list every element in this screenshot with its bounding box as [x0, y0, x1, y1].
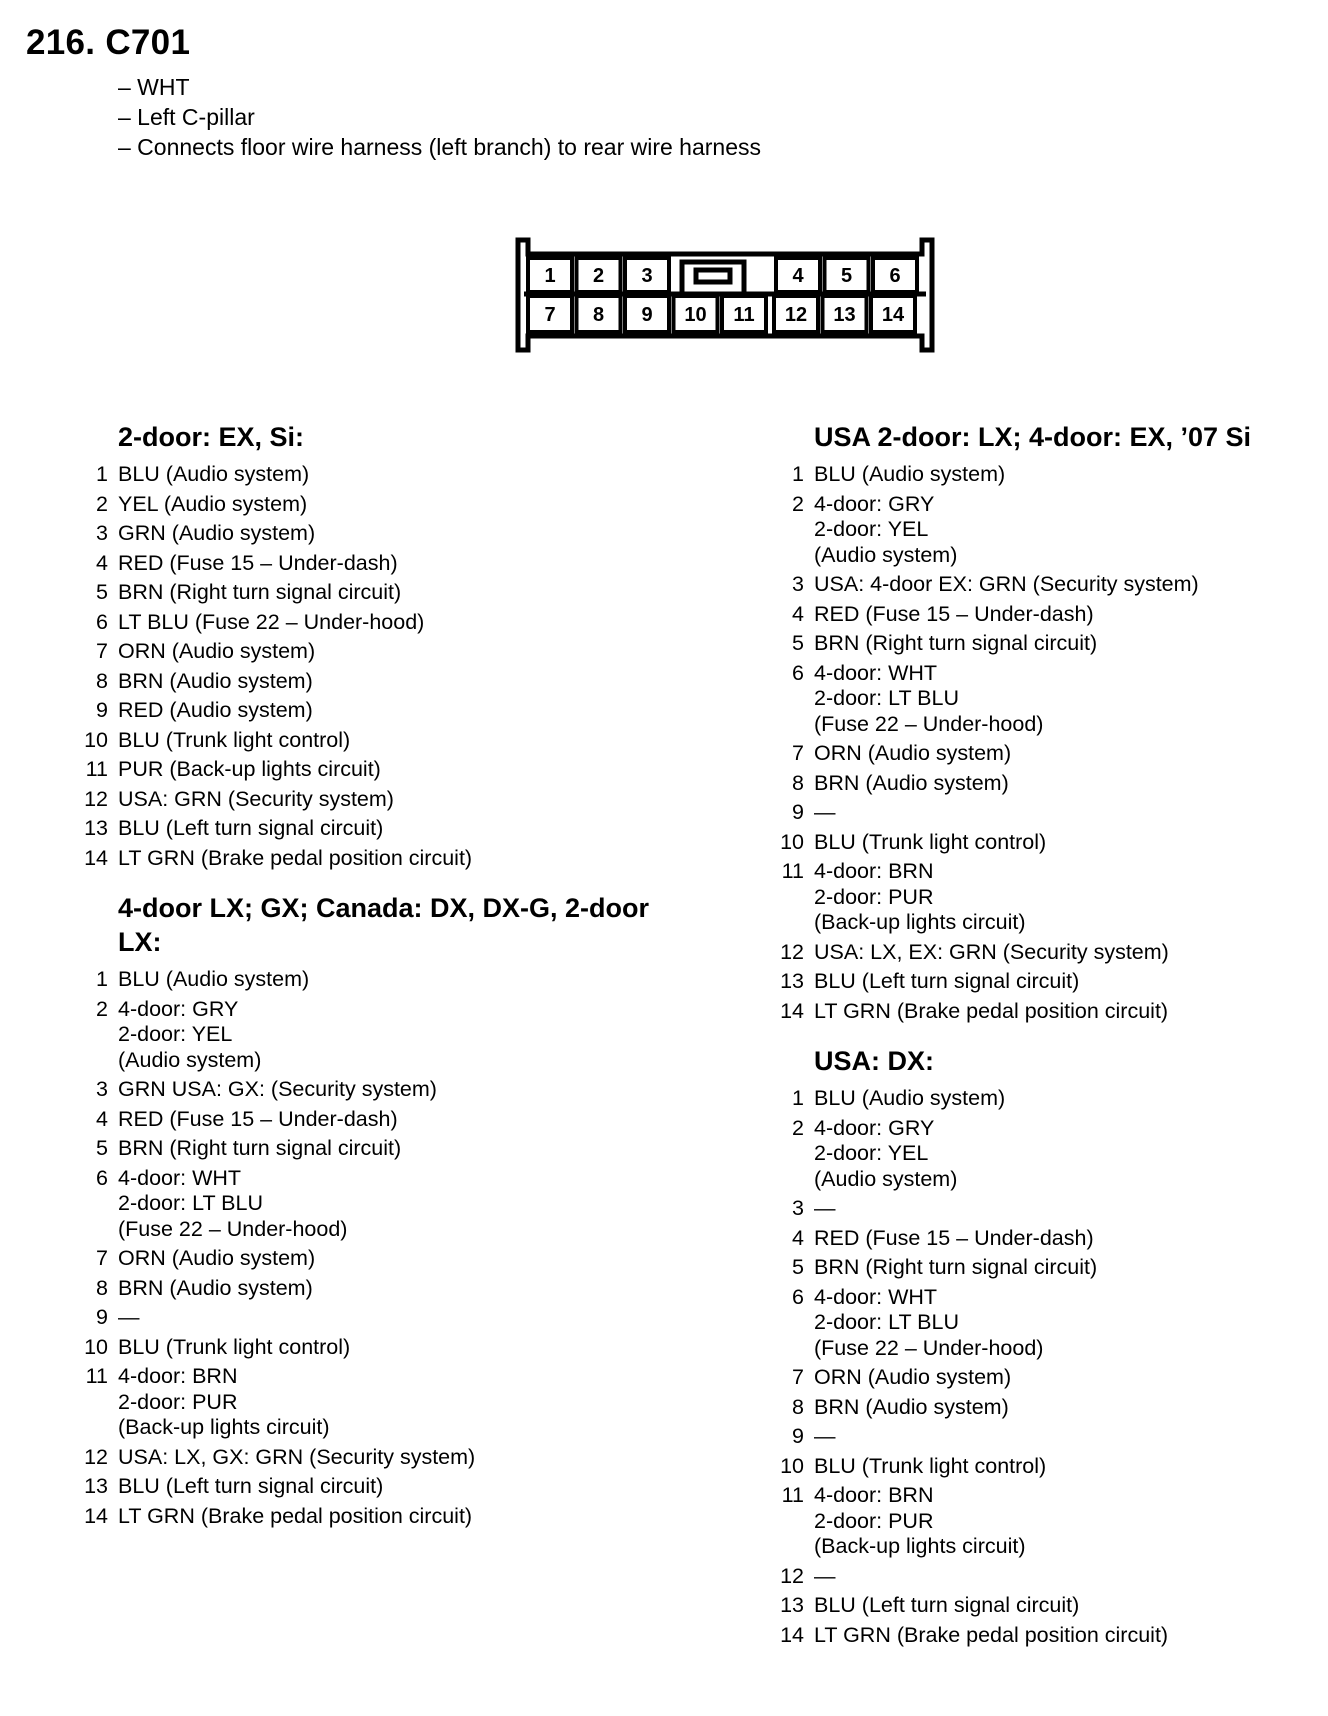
pin-number: 14	[84, 845, 108, 870]
pin-description	[814, 1086, 1005, 1112]
pin-description-line: BLU (Audio system)	[814, 462, 1006, 486]
pin-description	[118, 728, 350, 754]
pin-description-line: (Audio system)	[118, 1047, 262, 1072]
pin-number: 6	[96, 609, 108, 634]
pin-description-line: (Back-up lights circuit)	[118, 1415, 330, 1439]
pin-description-line: USA: LX, GX: GRN (Security system)	[118, 1444, 476, 1469]
pin-row	[78, 846, 668, 872]
connector-location: – Left C-pillar	[118, 104, 255, 130]
pin-description-line: (Fuse 22 – Under-hood)	[118, 1216, 348, 1241]
pin-row	[774, 800, 1328, 826]
pin-description-line: ORN (Audio system)	[118, 1246, 316, 1270]
pin-description	[814, 771, 1009, 797]
pin-description	[118, 1474, 383, 1500]
pin-description-line: (Audio system)	[814, 542, 958, 567]
pin-row	[78, 1474, 668, 1500]
pin-description	[118, 551, 398, 577]
pin-description	[118, 997, 261, 1074]
pin-description	[814, 1365, 1011, 1391]
pin-description-line: BLU (Trunk light control)	[118, 727, 351, 752]
pin-number: 11	[781, 859, 804, 883]
pin-description-line: BRN (Audio system)	[814, 1394, 1009, 1419]
pin-number: 12	[780, 1563, 804, 1588]
pin-row	[774, 572, 1328, 598]
pin-row	[78, 1504, 668, 1530]
connector-color: – WHT	[118, 74, 190, 100]
pin-description-line: BLU (Left turn signal circuit)	[118, 816, 384, 840]
pin-description	[118, 1166, 347, 1243]
pin-number: 1	[792, 1086, 804, 1110]
pin-row	[78, 1445, 668, 1471]
pin-description	[814, 1564, 836, 1590]
pin-description	[118, 521, 315, 547]
pin-description	[814, 800, 836, 826]
pin-row	[774, 999, 1328, 1025]
pin-row	[774, 1454, 1328, 1480]
pin-label: 2	[592, 265, 605, 287]
pin-number: 3	[792, 1196, 804, 1220]
pin-row	[774, 741, 1328, 767]
pin-number: 9	[96, 698, 108, 722]
right-column	[774, 420, 1328, 1668]
page-title: 216. C701	[26, 23, 191, 62]
pin-row	[774, 1395, 1328, 1421]
pin-number: 5	[96, 580, 108, 604]
pin-label: 7	[544, 304, 556, 326]
pin-description	[814, 830, 1046, 856]
pin-row	[774, 1226, 1328, 1252]
pin-description-line: BRN (Right turn signal circuit)	[814, 631, 1098, 655]
pin-number: 8	[792, 1394, 804, 1419]
section	[774, 1044, 1328, 1648]
pin-label: 8	[592, 304, 605, 326]
pin-number: 11	[85, 1364, 108, 1388]
pin-row	[774, 969, 1328, 995]
pin-description-line: BRN (Audio system)	[118, 1275, 313, 1300]
pin-description	[118, 1077, 437, 1103]
pin-number: 13	[84, 816, 108, 840]
pin-number: 9	[792, 800, 804, 824]
pin-description	[814, 1395, 1009, 1421]
pin-number: 6	[96, 1165, 108, 1190]
pin-number: 10	[84, 727, 108, 752]
pin-number: 2	[96, 996, 108, 1021]
pin-description	[118, 639, 315, 665]
pin-description-line: LT GRN (Brake pedal position circuit)	[118, 1503, 473, 1528]
pin-description	[814, 1483, 1025, 1560]
pin-description-line: GRN (Audio system)	[118, 521, 316, 545]
pin-description	[118, 846, 472, 872]
pin-description	[118, 492, 307, 518]
pin-description	[118, 669, 313, 695]
pin-row	[774, 1285, 1328, 1362]
section-heading: USA: DX:	[814, 1046, 934, 1076]
pin-description	[814, 462, 1005, 488]
pin-description-line: 4-door: BRN	[814, 859, 934, 883]
pin-description	[118, 1335, 350, 1361]
pin-row	[774, 492, 1328, 569]
pin-description-line: BLU (Left turn signal circuit)	[118, 1474, 384, 1498]
pin-row	[78, 610, 668, 636]
pin-description-line: LT BLU (Fuse 22 – Under-hood)	[118, 609, 425, 634]
pin-number: 1	[792, 462, 804, 486]
pin-description	[814, 999, 1168, 1025]
pin-description-line: GRN USA: GX: (Security system)	[118, 1077, 437, 1101]
pin-label: 4	[792, 265, 804, 287]
pin-description-line: BLU (Trunk light control)	[814, 829, 1047, 854]
pin-description-line: LT GRN (Brake pedal position circuit)	[814, 1622, 1169, 1647]
pin-number: 14	[780, 998, 804, 1023]
pin-description	[118, 816, 383, 842]
pin-row	[78, 698, 668, 724]
pin-label: 10	[684, 304, 707, 326]
pin-description-line: BLU (Trunk light control)	[118, 1334, 351, 1359]
pin-description	[118, 757, 381, 783]
pin-number: 6	[792, 1284, 804, 1309]
pin-row	[78, 492, 668, 518]
pin-row	[774, 462, 1328, 488]
section	[774, 420, 1328, 1024]
pin-description	[814, 631, 1097, 657]
pin-number: 10	[84, 1334, 108, 1359]
pin-row	[78, 1246, 668, 1272]
pin-number: 3	[96, 1077, 108, 1101]
pin-number: 12	[84, 1444, 108, 1469]
pin-description-line: (Back-up lights circuit)	[814, 1534, 1026, 1558]
pin-description	[118, 1246, 315, 1272]
pin-number: 7	[96, 1246, 108, 1270]
pin-row	[774, 602, 1328, 628]
pin-description	[814, 969, 1079, 995]
pin-description	[118, 1445, 475, 1471]
pin-description-line: —	[814, 1563, 836, 1588]
connector-latch	[682, 262, 744, 294]
pin-number: 1	[96, 462, 108, 486]
pin-description-line: BLU (Left turn signal circuit)	[814, 969, 1080, 993]
pin-number: 7	[96, 639, 108, 663]
pin-description-line: BLU (Audio system)	[118, 967, 310, 991]
pin-description-line: —	[814, 1424, 836, 1448]
pin-number: 8	[96, 668, 108, 693]
pin-description-line: ORN (Audio system)	[814, 1365, 1012, 1389]
pin-description-line: (Fuse 22 – Under-hood)	[814, 711, 1044, 736]
pin-description	[118, 698, 313, 724]
pin-number: 11	[781, 1483, 804, 1507]
pin-number: 13	[780, 1593, 804, 1617]
pin-description-line: 2-door: PUR	[118, 1389, 238, 1414]
pin-description-line: BRN (Audio system)	[814, 770, 1009, 795]
pin-number: 5	[792, 631, 804, 655]
pin-number: 10	[780, 829, 804, 854]
pin-description	[814, 1424, 836, 1450]
pin-description-line: 4-door: GRY	[814, 491, 935, 516]
pin-description-line: 2-door: YEL	[118, 1022, 233, 1046]
section	[78, 420, 668, 871]
pin-row	[774, 1483, 1328, 1560]
pin-description-line: PUR (Back-up lights circuit)	[118, 757, 381, 781]
pin-row	[78, 997, 668, 1074]
pin-row	[78, 669, 668, 695]
pin-label: 3	[641, 265, 653, 287]
pin-row	[78, 1305, 668, 1331]
pin-description-line: (Audio system)	[814, 1166, 958, 1191]
pin-number: 12	[780, 939, 804, 964]
pin-row	[774, 940, 1328, 966]
pin-description-line: LT GRN (Brake pedal position circuit)	[118, 845, 473, 870]
pin-row	[78, 1166, 668, 1243]
pin-description-line: —	[118, 1305, 140, 1329]
pin-number: 13	[84, 1474, 108, 1498]
left-column	[78, 420, 668, 1549]
pin-label: 12	[784, 304, 808, 326]
pin-number: 2	[792, 491, 804, 516]
pin-description-line: BRN (Right turn signal circuit)	[814, 1255, 1098, 1279]
section	[78, 891, 668, 1529]
pin-description-line: BLU (Left turn signal circuit)	[814, 1593, 1080, 1617]
pin-description	[814, 1454, 1046, 1480]
pin-description	[118, 967, 309, 993]
pin-description	[814, 1285, 1043, 1362]
connector-details	[118, 72, 761, 162]
section-heading: 4-door LX; GX; Canada: DX, DX-G, 2-door LX:	[118, 893, 650, 957]
pin-label: 14	[881, 304, 905, 326]
pin-label: 1	[544, 265, 556, 287]
pin-description-line: RED (Fuse 15 – Under-dash)	[118, 1106, 398, 1131]
pin-label: 6	[889, 265, 901, 287]
pin-row	[774, 1365, 1328, 1391]
pin-row	[774, 1424, 1328, 1450]
pin-description-line: —	[814, 1196, 836, 1220]
pin-description	[118, 462, 309, 488]
pin-description	[814, 492, 957, 569]
pin-number: 9	[792, 1424, 804, 1448]
pin-number: 8	[792, 770, 804, 795]
pin-number: 13	[780, 969, 804, 993]
pin-description	[814, 859, 1025, 936]
pin-description-line: 4-door: GRY	[814, 1115, 935, 1140]
pin-description-line: ORN (Audio system)	[814, 741, 1012, 765]
pin-description-line: USA: GRN (Security system)	[118, 786, 394, 811]
pin-description-line: 4-door: BRN	[814, 1483, 934, 1507]
pin-number: 12	[84, 786, 108, 811]
connector-diagram	[508, 236, 942, 354]
pin-number: 14	[780, 1622, 804, 1647]
pin-description-line: 4-door: GRY	[118, 996, 239, 1021]
pin-row	[78, 1107, 668, 1133]
pin-description-line: 4-door: WHT	[814, 1284, 938, 1309]
pin-description-line: BRN (Right turn signal circuit)	[118, 1136, 402, 1160]
pin-description-line: RED (Audio system)	[118, 698, 313, 722]
pin-number: 3	[96, 521, 108, 545]
pin-description-line: RED (Fuse 15 – Under-dash)	[814, 601, 1094, 626]
pin-description	[814, 572, 1199, 598]
pin-row	[78, 816, 668, 842]
pin-row	[774, 631, 1328, 657]
pin-row	[774, 661, 1328, 738]
pin-description	[814, 1593, 1079, 1619]
pin-description-line: 4-door: WHT	[118, 1165, 242, 1190]
pin-number: 8	[96, 1275, 108, 1300]
pin-description-line: LT GRN (Brake pedal position circuit)	[814, 998, 1169, 1023]
pin-label: 11	[733, 304, 755, 326]
pin-description	[814, 741, 1011, 767]
pin-description-line: USA: 4-door EX: GRN (Security system)	[814, 572, 1199, 596]
pin-row	[774, 1593, 1328, 1619]
pin-description	[814, 1226, 1094, 1252]
pin-number: 11	[85, 757, 108, 781]
pin-description-line: 2-door: YEL	[814, 517, 929, 541]
pin-row	[78, 1077, 668, 1103]
pin-description-line: —	[814, 800, 836, 824]
pin-description	[814, 661, 1043, 738]
pin-description	[118, 610, 424, 636]
pin-number: 7	[792, 741, 804, 765]
pin-row	[78, 1276, 668, 1302]
pin-row	[78, 757, 668, 783]
pin-description-line: (Back-up lights circuit)	[814, 910, 1026, 934]
pin-description-line: ORN (Audio system)	[118, 639, 316, 663]
pin-description	[814, 602, 1094, 628]
pin-row	[78, 967, 668, 993]
pin-description-line: BLU (Audio system)	[118, 462, 310, 486]
pin-number: 1	[96, 967, 108, 991]
pin-row	[774, 1086, 1328, 1112]
pin-row	[78, 521, 668, 547]
pin-row	[774, 771, 1328, 797]
pin-description-line: 2-door: LT BLU	[814, 686, 959, 710]
pin-description	[118, 1276, 313, 1302]
pin-description-line: 2-door: PUR	[814, 884, 934, 909]
pin-label: 13	[833, 304, 856, 326]
pin-description	[814, 1196, 836, 1222]
pin-row	[774, 859, 1328, 936]
pin-row	[78, 580, 668, 606]
pin-label: 9	[641, 304, 653, 326]
pin-description	[814, 940, 1169, 966]
pin-row	[78, 1364, 668, 1441]
pin-description	[118, 1364, 329, 1441]
pin-number: 2	[96, 491, 108, 516]
pin-description-line: 4-door: WHT	[814, 660, 938, 685]
pin-row	[774, 1196, 1328, 1222]
pin-description-line: USA: LX, EX: GRN (Security system)	[814, 939, 1169, 964]
pin-row	[78, 1335, 668, 1361]
pin-description-line: BLU (Audio system)	[814, 1086, 1006, 1110]
pin-description-line: RED (Fuse 15 – Under-dash)	[814, 1225, 1094, 1250]
pin-row	[774, 1116, 1328, 1193]
pin-description-line: 4-door: BRN	[118, 1364, 238, 1388]
pin-description-line: RED (Fuse 15 – Under-dash)	[118, 550, 398, 575]
pin-description-line: BRN (Audio system)	[118, 668, 313, 693]
pin-row	[78, 728, 668, 754]
connector-description: – Connects floor wire harness (left branch) to rear wire harness	[118, 134, 762, 160]
pin-number: 4	[96, 1106, 108, 1131]
pin-description	[118, 1305, 140, 1331]
pin-number: 7	[792, 1365, 804, 1389]
pin-description-line: 2-door: YEL	[814, 1141, 929, 1165]
pin-description	[814, 1623, 1168, 1649]
pin-description-line: 2-door: LT BLU	[814, 1310, 959, 1334]
pin-row	[78, 639, 668, 665]
pin-number: 3	[792, 572, 804, 596]
pin-row	[78, 1136, 668, 1162]
pin-description-line: BRN (Right turn signal circuit)	[118, 580, 402, 604]
pin-row	[774, 1564, 1328, 1590]
pin-description-line: YEL (Audio system)	[118, 491, 308, 516]
pin-row	[774, 1623, 1328, 1649]
pin-number: 6	[792, 660, 804, 685]
pin-description	[814, 1116, 957, 1193]
pin-label: 5	[840, 265, 853, 287]
pin-number: 4	[792, 1225, 804, 1250]
section-heading: USA 2-door: LX; 4-door: EX, ’07 Si	[814, 422, 1252, 452]
pin-description	[118, 1504, 472, 1530]
pin-row	[78, 787, 668, 813]
pin-description-line: BLU (Trunk light control)	[814, 1453, 1047, 1478]
pin-description	[118, 1136, 401, 1162]
pin-number: 4	[96, 550, 108, 575]
pin-number: 14	[84, 1503, 108, 1528]
pin-description-line: 2-door: PUR	[814, 1508, 934, 1533]
pin-description	[118, 787, 394, 813]
pin-number: 2	[792, 1115, 804, 1140]
pin-row	[78, 551, 668, 577]
section-heading: 2-door: EX, Si:	[118, 422, 305, 452]
pin-number: 9	[96, 1305, 108, 1329]
pin-number: 5	[792, 1255, 804, 1279]
pin-description	[814, 1255, 1097, 1281]
pin-number: 4	[792, 601, 804, 626]
pin-description	[118, 580, 401, 606]
pin-row	[774, 830, 1328, 856]
pin-description	[118, 1107, 398, 1133]
pin-row	[78, 462, 668, 488]
pin-description-line: 2-door: LT BLU	[118, 1191, 263, 1215]
pin-number: 5	[96, 1136, 108, 1160]
pin-number: 10	[780, 1453, 804, 1478]
pin-description-line: (Fuse 22 – Under-hood)	[814, 1335, 1044, 1360]
pin-row	[774, 1255, 1328, 1281]
